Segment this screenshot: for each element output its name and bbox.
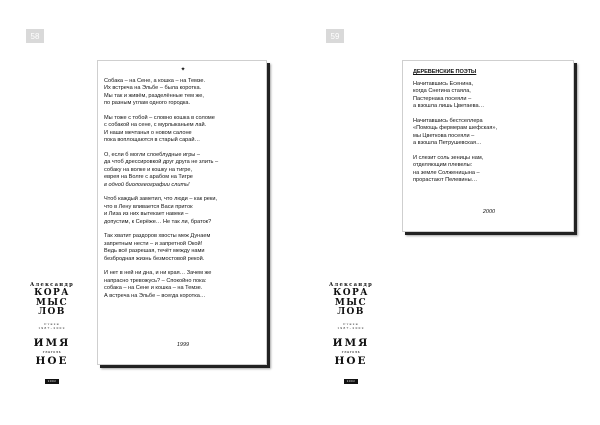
author-surname-line-2: МЫС — [334, 297, 368, 308]
cover-title-line-2: НОЕ — [334, 354, 368, 367]
cover-subtitle: глаголь — [341, 349, 361, 354]
cover-title-line-1: ИМЯ — [33, 336, 71, 349]
stanza: Так хватит раздоров хвосты меж Дунаем запретным нести – и запретной Окой! Ведь всё разрешая, течёт между нами безбродная жизнь безмостовой рекой. — [104, 233, 211, 262]
cover-years: 1987–2002 — [38, 326, 66, 330]
page-number-left: 58 — [26, 29, 44, 43]
author-first-name: Александр — [29, 282, 75, 288]
cover-title-line-1: ИМЯ — [332, 336, 370, 349]
book-cover-left — [24, 282, 80, 386]
cover-years: 1987–2002 — [337, 326, 365, 330]
author-surname-line-3: ЛОВ — [38, 307, 66, 317]
author-surname-line-1: КОРА — [333, 288, 369, 298]
stanza: И слезит соль зеницы нам, отделяющим плевелы: на земле Солженицына – прорастают Пелевины… — [413, 155, 484, 184]
stanza: Чтоб каждый заметил, что люди – как реки, что в Лену вливается Васи приток и Лиза из них вытекает навеки – допустим, к Серёже… Не так ли, браток? — [104, 196, 218, 225]
poem-body-left — [104, 78, 266, 300]
cover-title-line-2: НОЕ — [35, 354, 69, 367]
cover-strip: 2002 — [344, 379, 358, 384]
stanza: Начитавшись бестселлера «Помощь фермерам шефская», мы Цветкова посеяли – а взошла Петрушевская… — [413, 118, 498, 147]
cover-genre: Стихи — [44, 321, 60, 326]
stanza: Собака – на Сене, а кошка – на Темзе. Их встреча на Эльбе – была коротка. Мы так и живём, разделённые тем же, по разным углам одного городка. — [104, 78, 206, 107]
cycle-title: ДЕРЕВЕНСКИЕ ПОЭТЫ — [413, 69, 477, 75]
poem-body-right — [413, 81, 573, 185]
stanza: И нет в ней ни дна, и ни края… Зачем же напрасно тревожусь? – Спокойно пока: собака – на Сене и кошка – на Темзе. А встреча на Эльбе – всегда коротка… — [104, 270, 212, 299]
poem-card-left — [97, 60, 267, 365]
ornament-mark: ✦ — [180, 67, 186, 73]
cover-strip: 2002 — [45, 379, 59, 384]
poem-card-right — [402, 60, 574, 232]
cover-genre: Стихи — [343, 321, 359, 326]
cover-subtitle: глаголь — [42, 349, 62, 354]
poem-year-right: 2000 — [482, 209, 496, 215]
author-surname-line-2: МЫС — [35, 297, 69, 308]
page-number-right: 59 — [326, 29, 344, 43]
author-surname-line-1: КОРА — [34, 288, 70, 298]
author-surname-line-3: ЛОВ — [337, 307, 365, 317]
author-first-name: Александр — [328, 282, 374, 288]
stanza: Мы тоже с тобой – словно кошка в соломе с собакой на сене, с мурлыканьем лай. И наши мечтанья о новом салоне пока воплощаются в старый сарай… — [104, 115, 215, 144]
stanza: О, если б могли слоеблудные игры – да чтоб дрессировкой друг друга не злить – собаку на волке и кошку на тигре, еврея на Волге с арабом на Тигре в одной биологеографии слить! — [104, 152, 219, 188]
poem-year-left: 1999 — [176, 342, 190, 348]
stanza: Начитавшись Есенина, когда Снегина стаяла, Пастернака посеяли – а взошла лишь Цветаева… — [413, 81, 485, 110]
book-cover-right — [323, 282, 379, 386]
